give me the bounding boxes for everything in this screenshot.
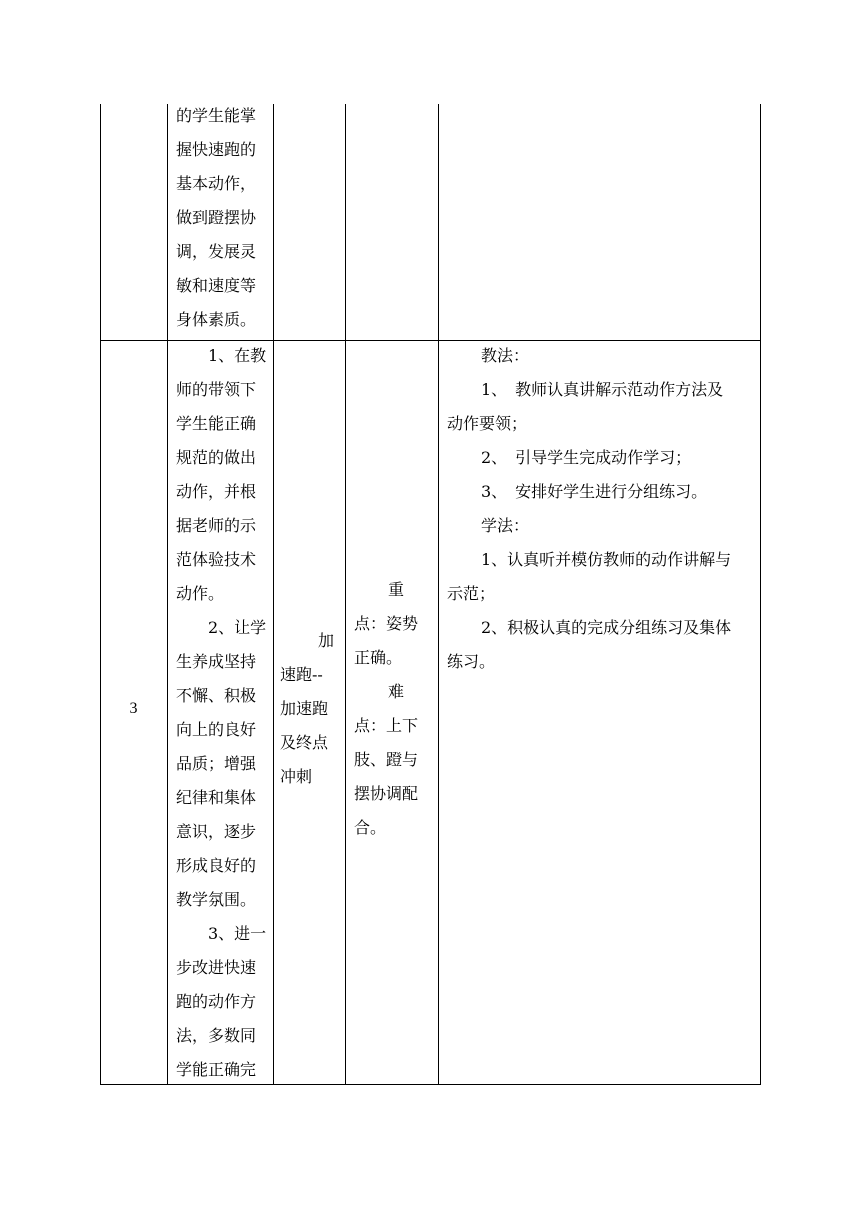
- row-3-content: [280, 624, 340, 794]
- objective-line: 动作，并根: [176, 482, 257, 501]
- objective-line: 1、在教: [208, 346, 267, 365]
- objective-line: 不懈、积极: [176, 686, 257, 705]
- objective-line: 法，多数同: [176, 1026, 257, 1045]
- content-line: 速跑--: [280, 665, 323, 684]
- objective-line: 据老师的示: [176, 516, 257, 535]
- objective-line: 意识，逐步: [176, 822, 257, 841]
- objective-line: 学生能正确: [176, 414, 257, 433]
- top-row-objectives: [176, 99, 270, 337]
- objective-line: 学能正确完: [176, 1060, 257, 1079]
- difficulty-line: 合。: [354, 818, 387, 837]
- table-divider-4: [438, 104, 439, 1085]
- table-divider-2: [273, 104, 274, 1085]
- objective-line: 握快速跑的: [176, 140, 257, 159]
- key-point-line: 正确。: [354, 648, 403, 667]
- objective-line: 生养成坚持: [176, 652, 257, 671]
- key-point-line: 点：姿势: [354, 614, 419, 633]
- content-line: 及终点: [280, 733, 329, 752]
- objective-line: 向上的良好: [176, 720, 257, 739]
- objective-line: 做到蹬摆协: [176, 208, 257, 227]
- table-border-left: [100, 104, 101, 1085]
- table-divider-3: [345, 104, 346, 1085]
- learning-method-item: 示范；: [447, 584, 496, 603]
- row-3-key-points: [354, 573, 430, 845]
- difficulty-line: 肢、蹬与: [354, 750, 419, 769]
- objective-line: 动作。: [176, 584, 225, 603]
- objective-line: 师的带领下: [176, 380, 257, 399]
- objective-line: 敏和速度等: [176, 276, 257, 295]
- key-point-line: 重: [388, 580, 405, 599]
- table-border-right: [760, 104, 761, 1085]
- objective-line: 基本动作，: [176, 174, 257, 193]
- objective-line: 纪律和集体: [176, 788, 257, 807]
- objective-line: 步改进快速: [176, 958, 257, 977]
- teaching-method-item: 2、 引导学生完成动作学习；: [481, 448, 692, 467]
- content-line: 加: [318, 631, 335, 650]
- learning-method-item: 练习。: [447, 652, 496, 671]
- teaching-method-label: 教法：: [481, 346, 530, 365]
- table-divider-1: [167, 104, 168, 1085]
- teaching-method-item: 动作要领；: [447, 414, 528, 433]
- objective-line: 3、进一: [208, 924, 267, 943]
- objective-line: 2、让学: [208, 618, 267, 637]
- learning-method-label: 学法：: [481, 516, 530, 535]
- row-number-text: 3: [129, 700, 138, 717]
- objective-line: 调，发展灵: [176, 242, 257, 261]
- objective-line: 范体验技术: [176, 550, 257, 569]
- learning-method-item: 1、认真听并模仿教师的动作讲解与: [481, 550, 732, 569]
- row-3-objectives: [176, 339, 270, 1087]
- difficulty-line: 点：上下: [354, 716, 419, 735]
- objective-line: 形成良好的: [176, 856, 257, 875]
- objective-line: 跑的动作方: [176, 992, 257, 1011]
- teaching-method-item: 3、 安排好学生进行分组练习。: [481, 482, 708, 501]
- objective-line: 身体素质。: [176, 310, 257, 329]
- difficulty-line: 摆协调配: [354, 784, 419, 803]
- objective-line: 品质；增强: [176, 754, 257, 773]
- content-line: 冲刺: [280, 767, 313, 786]
- row-3-methods: [447, 339, 757, 679]
- objective-line: 规范的做出: [176, 448, 257, 467]
- teaching-method-item: 1、 教师认真讲解示范动作方法及: [481, 380, 724, 399]
- content-line: 加速跑: [280, 699, 329, 718]
- learning-method-item: 2、积极认真的完成分组练习及集体: [481, 618, 732, 637]
- objective-line: 教学氛围。: [176, 890, 257, 909]
- objective-line: 的学生能掌: [176, 106, 257, 125]
- row-number: [100, 692, 167, 726]
- difficulty-line: 难: [388, 682, 405, 701]
